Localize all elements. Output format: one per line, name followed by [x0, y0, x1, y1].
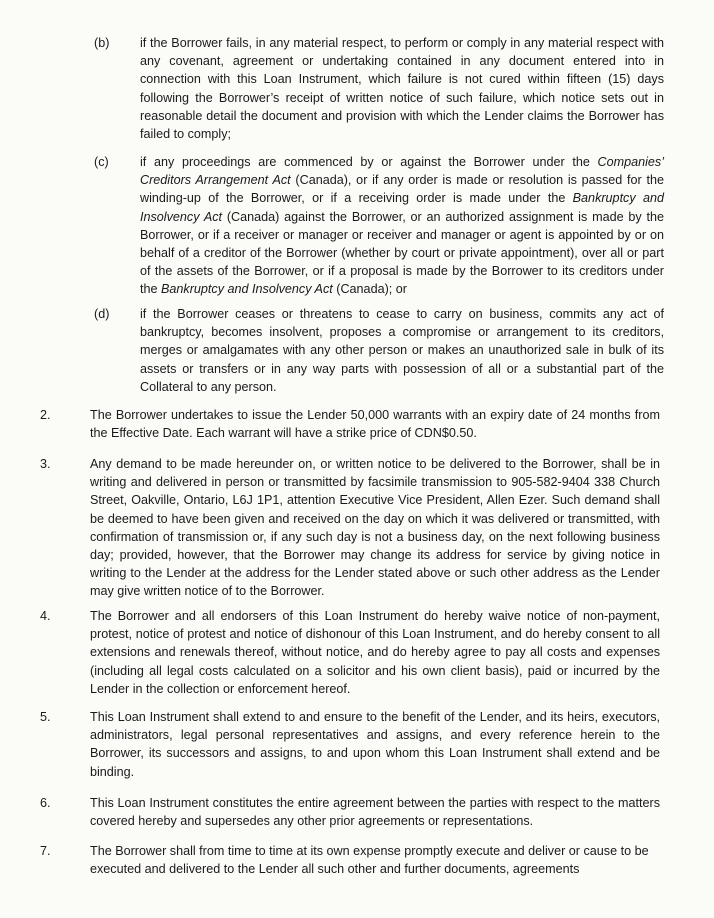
paragraph-7: [40, 842, 660, 878]
subclause-b: [94, 34, 664, 143]
subclause-text: [140, 34, 664, 143]
subclause-label: (d): [94, 307, 110, 321]
paragraph-4: [40, 607, 660, 698]
paragraph-2: [40, 406, 660, 442]
subclause-text-segment: if the Borrower ceases or threatens to cease to carry on business, commits any act of bankruptcy, becomes insolvent, proposes a compromise or arrangement to its creditors, merges or amalgamates with any other person or makes an unauthorized sale in bulk of its assets or transfers or in any way parts with possession of all or a substantial part of the Collateral to any person.: [140, 307, 664, 394]
subclause-text: [140, 305, 664, 396]
subclause-c: [94, 153, 664, 299]
paragraph-number: 7.: [40, 844, 51, 858]
subclause-text-segment: if any proceedings are commenced by or against the Borrower under the: [140, 155, 598, 169]
paragraph-3: [40, 455, 660, 601]
subclause-text-segment: (Canada) against the Borrower, or an authorized assignment is made by the Borrower, or if a receiver or manager or receiver and manager or agent is appointed by or on behalf of a creditor of the Borrower (whether by court or private appointment), over all or part of the assets of the Borrower, or if a proposal is made by the Borrower to its creditors under the: [140, 209, 664, 297]
subclause-d: [94, 305, 664, 396]
subclause-text: [140, 153, 664, 299]
paragraph-number: 5.: [40, 710, 51, 724]
subclause-text-segment: if the Borrower fails, in any material respect, to perform or comply in any material respect with any covenant, agreement or undertaking contained in any document entered into in connection with this Loan Instrument, which failure is not cured within fifteen (15) days following the Borrower’s receipt of written notice of such failure, which notice sets out in reasonable detail the document and provision with which the Lender claims the Borrower has failed to comply;: [140, 36, 664, 142]
paragraph-text: The Borrower shall from time to time at its own expense promptly execute and deliver or cause to be executed and delivered to the Lender all such other and further documents, agreements: [90, 844, 649, 877]
paragraph-text: This Loan Instrument shall extend to and ensure to the benefit of the Lender, and its heirs, executors, administrators, legal personal representatives and assigns, and every reference herein to the Borrower, its successors and assigns, to and upon whom this Loan Instrument shall extend and be binding.: [90, 710, 660, 779]
paragraph-text: Any demand to be made hereunder on, or written notice to be delivered to the Borrower, shall be in writing and delivered in person or transmitted by facsimile transmission to 905-582-9404 338 Church Street, Oakville, Ontario, L6J 1P1, attention Executive Vice President, Allen Ezer. Such demand shall be deemed to have been given and received on the day on which it was delivered or transmitted, with confirmation of transmission or, if any such day is not a business day, on the next following business day; provided, however, that the Borrower may change its address for service by giving notice in writing to the Lender at the address for the Lender stated above or such other address as the Lender may give written notice of to the Borrower.: [90, 457, 660, 599]
subclause-text-segment: (Canada), or if any order is made or resolution is passed for the winding-up of the Borrower, or if a receiving order is made under the: [140, 173, 665, 206]
paragraph-6: [40, 794, 660, 830]
statute-name: Bankruptcy and Insolvency Act: [140, 191, 664, 224]
paragraph-text: This Loan Instrument constitutes the entire agreement between the parties with respect to the matters covered hereby and supersedes any other prior agreements or representations.: [90, 796, 660, 829]
subclause-label: (b): [94, 36, 110, 50]
paragraph-number: 4.: [40, 609, 51, 623]
statute-name: Companies’ Creditors Arrangement Act: [140, 155, 664, 188]
subclause-label: (c): [94, 155, 109, 169]
paragraph-number: 3.: [40, 457, 51, 471]
paragraph-5: [40, 708, 660, 781]
paragraph-text: The Borrower undertakes to issue the Lender 50,000 warrants with an expiry date of 24 months from the Effective Date. Each warrant will have a strike price of CDN$0.50.: [90, 408, 660, 441]
paragraph-number: 6.: [40, 796, 51, 810]
paragraph-text: The Borrower and all endorsers of this Loan Instrument do hereby waive notice of non-payment, protest, notice of protest and notice of dishonour of this Loan Instrument, and do hereby consent to all extensions and renewals thereof, without notice, and do hereby agree to pay all costs and expenses (including all legal costs calculated on a solicitor and his own client basis), paid or incurred by the Lender in the collection or enforcement hereof.: [90, 609, 660, 696]
paragraph-number: 2.: [40, 408, 51, 422]
statute-name: Bankruptcy and Insolvency Act: [161, 282, 333, 297]
subclause-text-segment: (Canada); or: [332, 282, 407, 297]
